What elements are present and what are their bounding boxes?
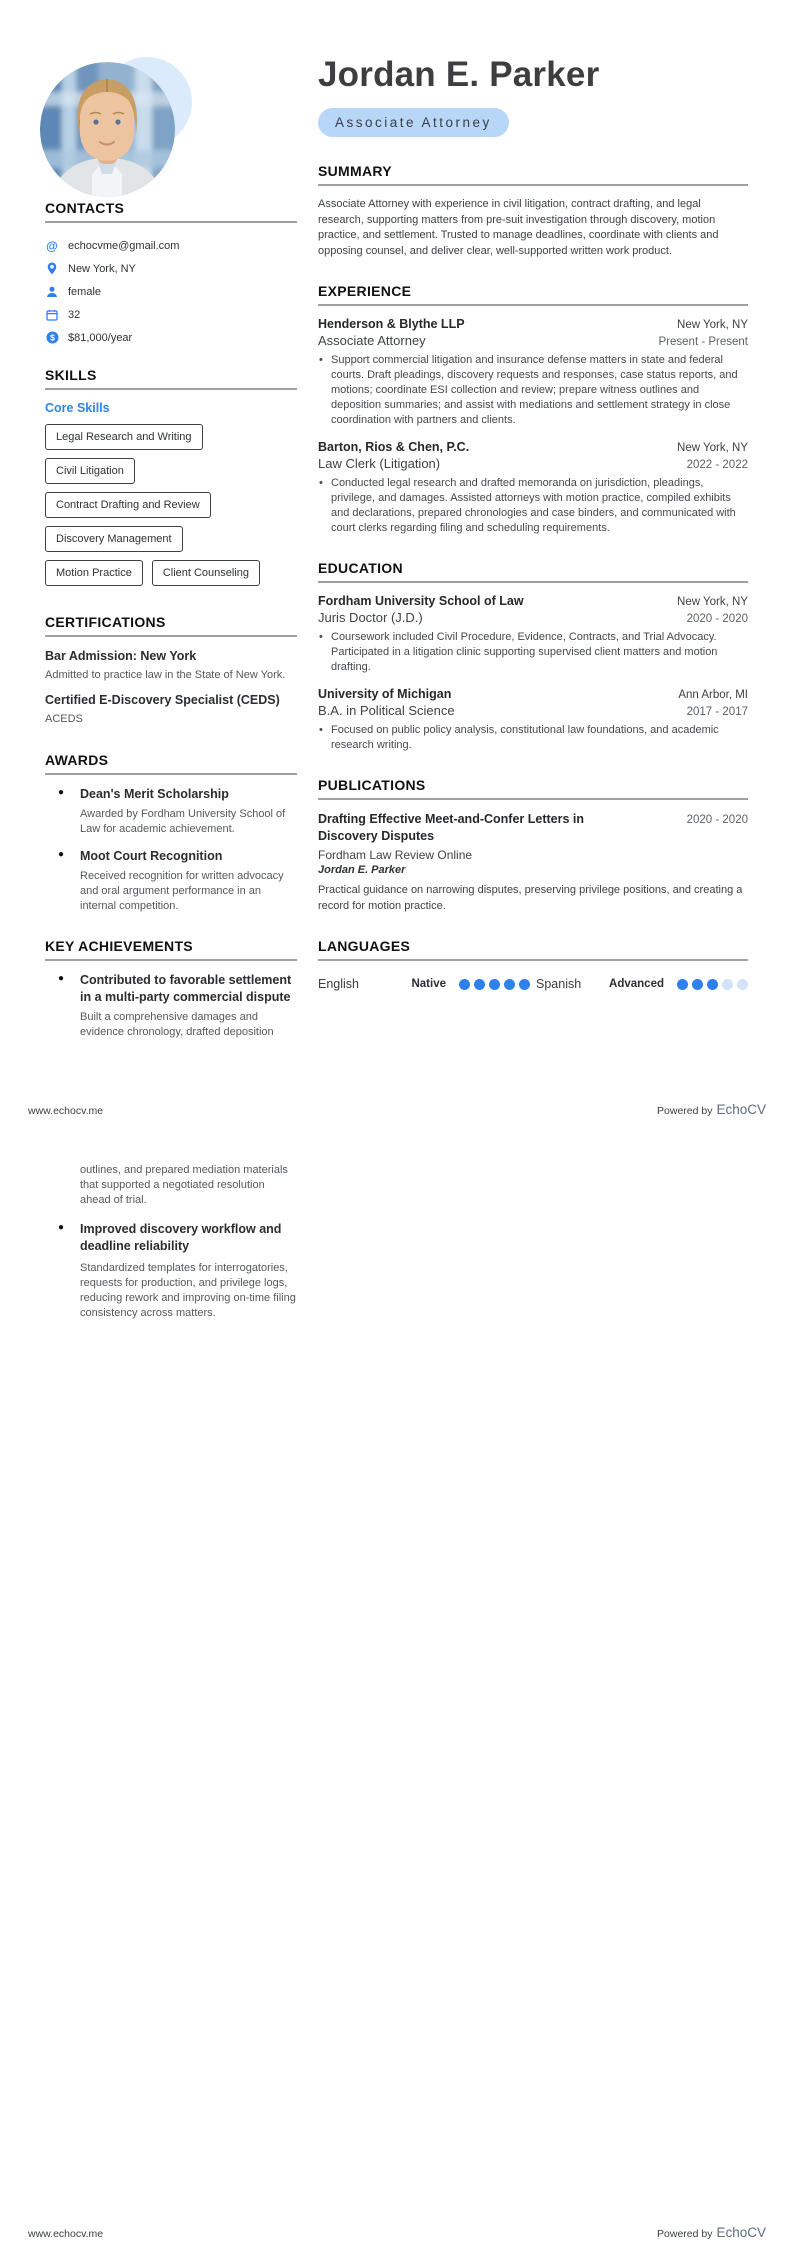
email-icon: @ [46,238,58,253]
publications-list [318,811,748,914]
contacts-section [45,200,297,349]
degree: B.A. in Political Science [318,703,455,718]
education-item [318,594,748,675]
education-list [318,594,748,753]
main-column [318,55,748,991]
job-bullet: • Support commercial litigation and insurance defense matters in state and federal courts. Draft pleadings, discovery requests and responses, case status reports, and motions; coordinate ESI collection and review; prepare witness outlines and deposition summaries; and assist with mediations and settlement strategy in close coordination with partners and clients. [318,353,748,428]
footer-powered-by: Powered by [657,1105,713,1117]
publication-description: Practical guidance on narrowing disputes, preserving privilege positions, and creating a record for motion practice. [318,884,743,912]
certification-description: Admitted to practice law in the State of New York. [45,668,286,681]
contact-row [45,257,297,280]
language-level-dots [673,979,748,990]
languages-list [318,977,748,991]
skill-chip: Client Counseling [152,560,260,586]
achievement-title: ● Contributed to favorable settlement in a multi-party commercial dispute [80,973,292,1004]
sidebar-column [45,200,297,1040]
contact-value: 32 [68,308,81,321]
school-location: Ann Arbor, MI [678,689,748,701]
certification-item [45,692,297,726]
award-description: Received recognition for written advocacy and oral argument performance in an internal competition. [80,870,284,912]
contact-value: echocvme@gmail.com [68,239,180,252]
job-role: Law Clerk (Litigation) [318,456,441,471]
education-bullet: • Coursework included Civil Procedure, Evidence, Contracts, and Trial Advocacy. Participated in a litigation clinic supporting supervised client matters and motion drafting. [318,630,748,675]
section-divider [318,184,748,186]
section-divider [45,635,297,637]
skills-section [45,367,297,586]
page2-continuation-column [45,1163,297,1321]
achievement-title: ● Improved discovery workflow and deadline reliability [80,1222,282,1253]
section-divider [45,959,297,961]
svg-text:$: $ [49,332,55,343]
awards-list [45,786,297,914]
summary-text: Associate Attorney with experience in civil litigation, contract drafting, and legal research, supporting matters from pre-suit investigation through discovery, motion practice, and settlement. Trusted to manage deadlines, coordinate with clients and opposing counsel, and deliver clear, well-supported written work product. [318,198,719,257]
page2-footer [28,2224,766,2242]
skill-chip-row [45,492,297,518]
footer-brand: EchoCV [716,1102,766,1117]
education-item [318,687,748,753]
achievement-item [45,972,297,1040]
skill-chip-row [45,526,297,552]
contact-row [45,303,297,326]
skill-chips [45,424,297,586]
language-level-dots [455,979,530,990]
key-achievements-heading: KEY ACHIEVEMENTS [45,938,193,954]
education-section [318,560,748,753]
publications-section [318,777,748,914]
key-achievements-list [45,972,297,1040]
page2-achievements-list [45,1221,297,1321]
summary-heading: SUMMARY [318,163,392,179]
language-level: Advanced [609,978,664,990]
language-name: English [318,977,359,991]
section-divider [45,221,297,223]
skill-chip-row [45,560,297,586]
experience-item [318,440,748,536]
salary-icon [45,331,59,345]
experience-section [318,283,748,536]
page1-footer [28,1101,766,1119]
job-role: Associate Attorney [318,333,426,348]
footer-powered-by: Powered by [657,2228,713,2240]
level-dot-filled [677,979,688,990]
certifications-list [45,648,297,726]
award-description: Awarded by Fordham University School of Law for academic achievement. [80,808,286,835]
skill-chip: Contract Drafting and Review [45,492,211,518]
language-item [536,977,748,991]
achievement-description: Built a comprehensive damages and evidence chronology, drafted deposition [80,1011,274,1038]
awards-section [45,752,297,914]
section-divider [318,581,748,583]
skill-chip: Motion Practice [45,560,143,586]
language-name: Spanish [536,977,582,991]
contact-row [45,326,297,349]
certifications-section [45,614,297,726]
education-heading: EDUCATION [318,560,403,576]
education-bullets [318,723,748,753]
certification-description: ACEDS [45,712,83,725]
education-bullet: • Focused on public policy analysis, constitutional law foundations, and academic research writing. [318,723,748,753]
achievement-item [45,1221,297,1321]
skill-chip-row [45,424,297,450]
level-dot-empty [737,979,748,990]
profile-photo [40,62,175,197]
key-achievements-section [45,938,297,1040]
summary-section [318,163,748,259]
level-dot-filled [459,979,470,990]
company-name: Barton, Rios & Chen, P.C. [318,440,470,454]
level-dot-filled [692,979,703,990]
skills-group-label: Core Skills [45,401,110,415]
level-dot-filled [504,979,515,990]
experience-item [318,317,748,428]
award-title: ● Dean's Merit Scholarship [80,787,229,801]
company-name: Henderson & Blythe LLP [318,317,465,331]
section-divider [45,773,297,775]
contact-value: female [68,285,102,298]
language-level: Native [411,978,446,990]
certification-title: Certified E-Discovery Specialist (CEDS) [45,693,280,707]
section-divider [318,959,748,961]
achievement-description: Standardized templates for interrogatories, requests for production, and privilege logs, reducing rework and improving on-time filing consistency across matters. [80,1262,296,1319]
school-name: Fordham University School of Law [318,594,524,608]
footer-site-url: www.echocv.me [28,1105,104,1117]
languages-section [318,938,748,991]
publications-heading: PUBLICATIONS [318,777,426,793]
job-bullets [318,476,748,536]
contact-value: $81,000/year [68,331,133,344]
company-location: New York, NY [677,442,748,454]
skill-chip: Civil Litigation [45,458,135,484]
job-title-badge: Associate Attorney [318,108,509,137]
footer-site-url: www.echocv.me [28,2228,104,2240]
job-dates: Present - Present [658,336,748,348]
education-bullets [318,630,748,675]
school-location: New York, NY [677,596,748,608]
contacts-heading: CONTACTS [45,200,125,216]
education-dates: 2017 - 2017 [686,706,748,718]
job-dates: 2022 - 2022 [686,459,748,471]
section-divider [318,798,748,800]
contact-row [45,234,297,257]
publication-dates: 2020 - 2020 [686,814,748,826]
award-title: ● Moot Court Recognition [80,849,223,863]
section-divider [318,304,748,306]
experience-list [318,317,748,536]
publication-item [318,811,748,914]
contacts-list [45,234,297,349]
education-dates: 2020 - 2020 [686,613,748,625]
person-icon [45,285,59,299]
certification-item [45,648,297,682]
achievement-continuation-text: outlines, and prepared mediation materials that supported a negotiated resolution ahead of trial. [80,1164,288,1206]
award-item [45,786,297,837]
publication-journal: Fordham Law Review Online [318,848,473,862]
level-dot-filled [707,979,718,990]
skill-chip: Discovery Management [45,526,183,552]
footer-brand: EchoCV [716,2225,766,2240]
section-divider [45,388,297,390]
skill-chip: Legal Research and Writing [45,424,203,450]
skill-chip-row [45,458,297,484]
job-bullets [318,353,748,428]
level-dot-filled [519,979,530,990]
certifications-heading: CERTIFICATIONS [45,614,166,630]
publication-title: Drafting Effective Meet-and-Confer Letters in Discovery Disputes [318,812,585,843]
certification-title: Bar Admission: New York [45,649,197,663]
skills-heading: SKILLS [45,367,97,383]
job-bullet: • Conducted legal research and drafted memoranda on jurisdiction, pleadings, privilege, and damages. Assisted attorneys with motion practice, compiled exhibits and declarations, prepared chronologies and case binders, and communicated with court clerks regarding filing and scheduling requirements. [318,476,748,536]
degree: Juris Doctor (J.D.) [318,610,423,625]
language-item [318,977,530,991]
awards-heading: AWARDS [45,752,109,768]
languages-heading: LANGUAGES [318,938,411,954]
level-dot-filled [489,979,500,990]
company-location: New York, NY [677,319,748,331]
publication-author: Jordan E. Parker [318,864,406,876]
experience-heading: EXPERIENCE [318,283,412,299]
contact-value: New York, NY [68,262,136,275]
level-dot-empty [722,979,733,990]
school-name: University of Michigan [318,687,452,701]
candidate-name: Jordan E. Parker [318,55,600,94]
calendar-icon [45,308,59,322]
award-item [45,848,297,914]
level-dot-filled [474,979,485,990]
contact-row [45,280,297,303]
location-icon [45,262,59,276]
